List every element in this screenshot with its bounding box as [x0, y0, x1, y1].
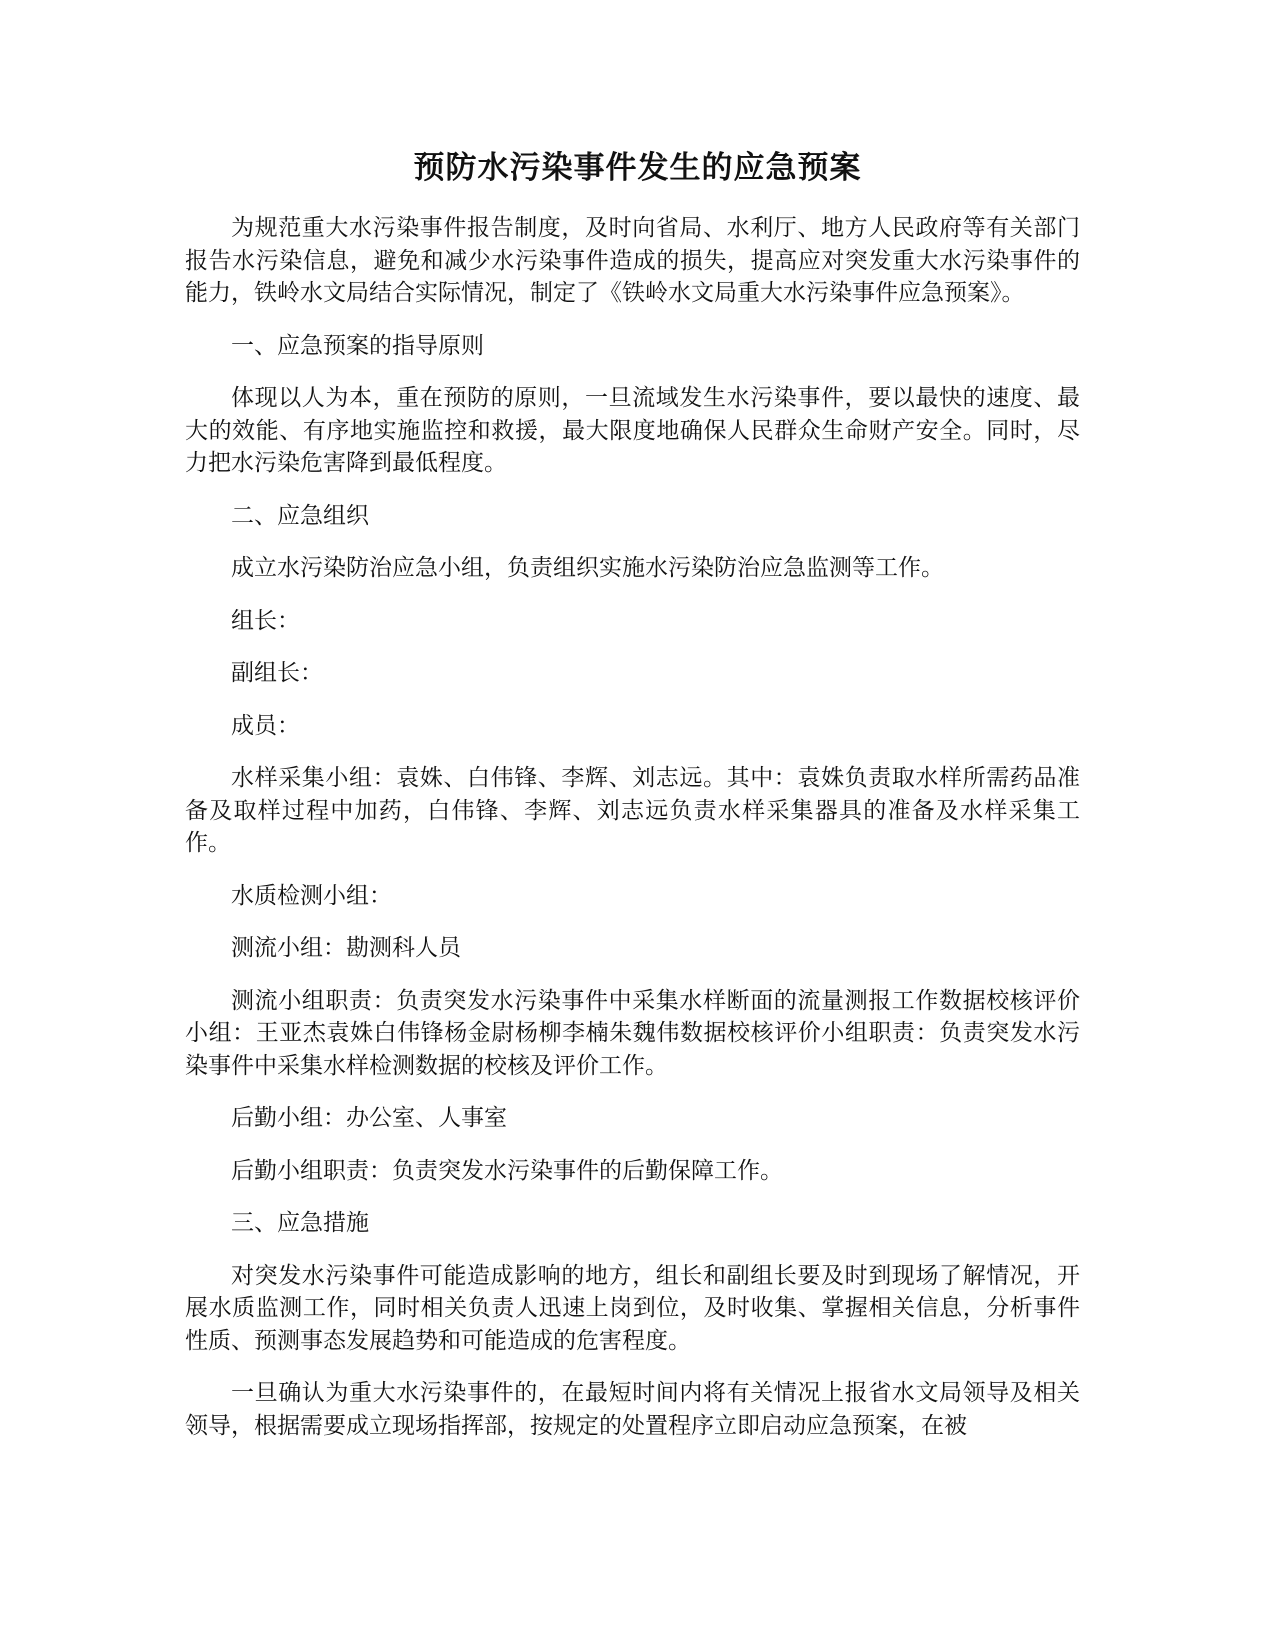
- sampling-group-paragraph: 水样采集小组：袁姝、白伟锋、李辉、刘志远。其中：袁姝负责取水样所需药品准备及取样过程中加药，白伟锋、李辉、刘志远负责水样采集器具的准备及水样采集工作。: [185, 765, 1080, 856]
- water-quality-group-line: 水质检测小组：: [231, 882, 392, 909]
- logistics-group-line: 后勤小组：办公室、人事室: [231, 1105, 507, 1131]
- logistics-duties-line: 后勤小组职责：负责突发水污染事件的后勤保障工作。: [231, 1157, 783, 1184]
- flow-measurement-group-line: 测流小组：勘测科人员: [231, 935, 461, 961]
- major-incident-paragraph: 一旦确认为重大水污染事件的，在最短时间内将有关情况上报省水文局领导及相关领导，根据需要成立现场指挥部，按规定的处置程序立即启动应急预案，在被: [185, 1380, 1080, 1439]
- deputy-leader-line: 副组长：: [231, 660, 323, 686]
- intro-paragraph: 为规范重大水污染事件报告制度，及时向省局、水利厅、地方人民政府等有关部门报告水污染信息，避免和减少水污染事件造成的损失，提高应对突发重大水污染事件的能力，铁岭水文局结合实际情况，制定了《铁岭水文局重大水污染事件应急预案》。: [185, 215, 1080, 306]
- emergency-group-paragraph: 成立水污染防治应急小组，负责组织实施水污染防治应急监测等工作。: [231, 555, 944, 581]
- members-line: 成员：: [231, 712, 300, 739]
- document-title: 预防水污染事件发生的应急预案: [413, 150, 862, 186]
- emergency-measures-paragraph: 对突发水污染事件可能造成影响的地方，组长和副组长要及时到现场了解情况，开展水质监测工作，同时相关负责人迅速上岗到位，及时收集、掌握相关信息，分析事件性质、预测事态发展趋势和可能造成的危害程度。: [185, 1262, 1080, 1354]
- section-heading-emergency-measures: 三、应急措施: [231, 1210, 369, 1236]
- guiding-principles-paragraph: 体现以人为本，重在预防的原则，一旦流域发生水污染事件，要以最快的速度、最大的效能、有序地实施监控和救援，最大限度地确保人民群众生命财产安全。同时，尽力把水污染危害降到最低程度。: [185, 385, 1080, 476]
- group-leader-line: 组长：: [231, 607, 300, 634]
- document-body: [185, 212, 1080, 1462]
- section-heading-emergency-organization: 二、应急组织: [231, 502, 369, 529]
- section-heading-guiding-principles: 一、应急预案的指导原则: [231, 332, 484, 359]
- flow-measurement-duties-paragraph: 测流小组职责：负责突发水污染事件中采集水样断面的流量测报工作数据校核评价小组：王亚杰袁姝白伟锋杨金尉杨柳李楠朱魏伟数据校核评价小组职责：负责突发水污染事件中采集水样检测数据的校核及评价工作。: [185, 987, 1080, 1079]
